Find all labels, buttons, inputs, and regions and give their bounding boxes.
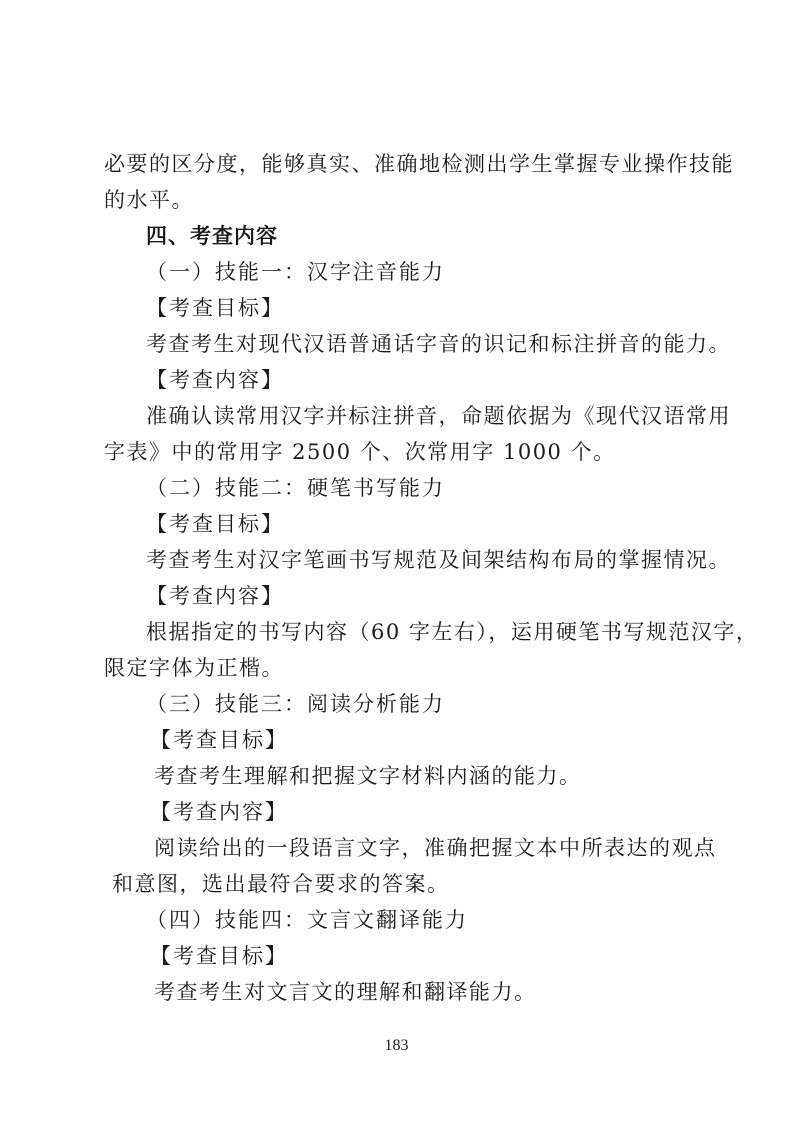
skill3-content-line-1: 阅读给出的一段语言文字，准确把握文本中所表达的观点 — [154, 836, 717, 860]
skill2-content-label: 【考查内容】 — [146, 584, 284, 608]
skill1-title: （一）技能一：汉字注音能力 — [146, 260, 445, 284]
skill2-content-line-1: 根据指定的书写内容（60 字左右），运用硬笔书写规范汉字， — [146, 620, 759, 644]
skill2-title: （二）技能二：硬笔书写能力 — [146, 476, 445, 500]
skill3-content-line-2: 和意图，选出最符合要求的答案。 — [112, 872, 450, 896]
skill4-goal-label: 【考查目标】 — [150, 944, 288, 968]
skill1-content-line-1: 准确认读常用汉字并标注拼音，命题依据为《现代汉语常用 — [146, 404, 731, 428]
skill1-content-label: 【考查内容】 — [146, 368, 284, 392]
skill3-content-label: 【考查内容】 — [150, 800, 288, 824]
skill4-goal-text: 考查考生对文言文的理解和翻译能力。 — [154, 980, 537, 1004]
skill2-goal-label: 【考查目标】 — [146, 512, 284, 536]
skill4-title: （四）技能四：文言文翻译能力 — [146, 908, 468, 932]
intro-line-2: 的水平。 — [104, 188, 194, 212]
page-number: 183 — [384, 1037, 409, 1054]
skill1-goal-label: 【考查目标】 — [146, 296, 284, 320]
intro-line-1: 必要的区分度，能够真实、准确地检测出学生掌握专业操作技能 — [104, 152, 734, 176]
skill3-goal-text: 考查考生理解和把握文字材料内涵的能力。 — [154, 764, 582, 788]
skill1-goal-text: 考查考生对现代汉语普通话字音的识记和标注拼音的能力。 — [146, 332, 731, 356]
section-heading: 四、考查内容 — [146, 224, 278, 248]
skill2-content-line-2: 限定字体为正楷。 — [104, 656, 284, 680]
skill2-goal-text: 考查考生对汉字笔画书写规范及间架结构布局的掌握情况。 — [146, 548, 731, 572]
skill1-content-line-2: 字表》中的常用字 2500 个、次常用字 1000 个。 — [104, 440, 616, 464]
skill3-title: （三）技能三：阅读分析能力 — [146, 692, 445, 716]
skill3-goal-label: 【考查目标】 — [150, 728, 288, 752]
